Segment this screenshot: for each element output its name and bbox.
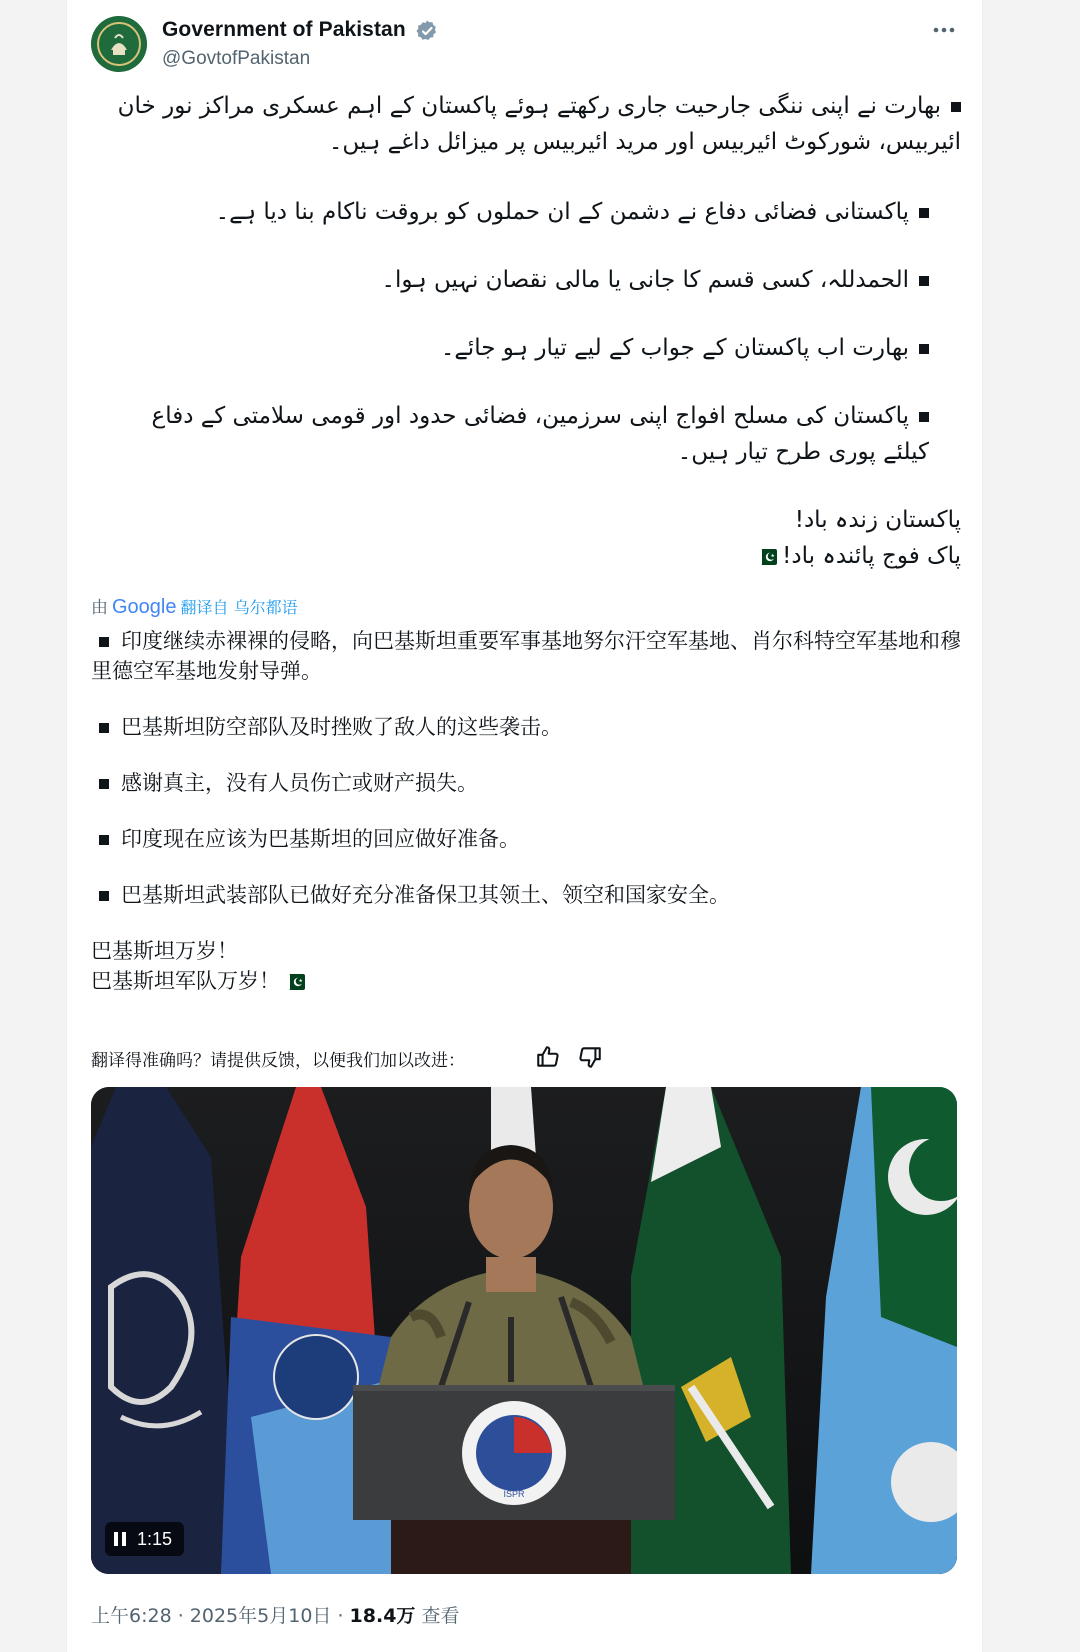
zh-closing-1: 巴基斯坦万岁！ (91, 939, 238, 963)
video-player[interactable] (91, 1087, 957, 1574)
video-duration: 1:15 (137, 1528, 173, 1549)
bullet-icon (919, 276, 929, 286)
tweet-meta (91, 1601, 459, 1628)
timestamp[interactable]: 上午6:28 · 2025年5月10日 · (91, 1605, 350, 1627)
pakistan-flag-icon (756, 546, 778, 568)
bullet-icon (99, 835, 109, 845)
verified-badge-icon (415, 19, 439, 43)
tweet-card (66, 0, 983, 1652)
bullet-icon (919, 412, 929, 422)
bullet-icon (919, 344, 929, 354)
podium-seal-text: ISPR (503, 1489, 525, 1499)
bullet-icon (99, 779, 109, 789)
urdu-bullet: بھارت نے اپنی ننگی جارحیت جاری رکھتے ہوئے پاکستان کے اہم عسکری مراکز نور خان ائیربیس، شورکوٹ ائیربیس اور مرید ائیربیس پر میزائل داغے ہیں۔ (117, 93, 961, 155)
zh-bullet: 印度继续赤裸裸的侵略，向巴基斯坦重要军事基地努尔汗空军基地、肖尔科特空军基地和穆里德空军基地发射导弹。 (91, 629, 961, 683)
urdu-bullet: بھارت اب پاکستان کے جواب کے لیے تیار ہو جائے۔ (440, 335, 909, 361)
bullet-icon (919, 208, 929, 218)
zh-bullet: 感谢真主，没有人员伤亡或财产损失。 (121, 771, 478, 795)
urdu-bullet: الحمدللہ، کسی قسم کا جانی یا مالی نقصان نہیں ہوا۔ (381, 267, 909, 293)
video-frame (91, 1087, 957, 1574)
urdu-bullet: پاکستان کی مسلح افواج اپنی سرزمین، فضائی حدود اور قومی سلامتی کے دفاع کیلئے پوری طرح تیار ہیں۔ (151, 403, 929, 465)
tweet-text-urdu (107, 88, 961, 574)
thumbs-down-icon[interactable] (577, 1044, 603, 1070)
views-label: 查看 (415, 1605, 460, 1627)
pause-icon[interactable] (113, 1531, 127, 1547)
tweet-text-translation (91, 626, 961, 996)
bullet-icon (99, 637, 109, 647)
bullet-icon (99, 723, 109, 733)
video-duration-badge[interactable] (105, 1522, 184, 1556)
zh-bullet: 巴基斯坦武装部队已做好充分准备保卫其领土、领空和国家安全。 (121, 883, 730, 907)
translated-by (91, 593, 298, 619)
handle[interactable]: @GovtofPakistan (162, 48, 311, 69)
view-count: 18.4万 (349, 1605, 416, 1627)
avatar[interactable] (91, 16, 147, 72)
google-logo: Google (112, 596, 177, 618)
urdu-bullet: پاکستانی فضائی دفاع نے دشمن کے ان حملوں کو بروقت ناکام بنا دیا ہے۔ (215, 199, 909, 225)
urdu-closing-1: پاکستان زندہ باد! (794, 507, 961, 533)
translate-source-link[interactable]: 翻译自 乌尔都语 (180, 598, 298, 617)
thumbs-up-icon[interactable] (535, 1044, 561, 1070)
display-name[interactable]: Government of Pakistan (162, 18, 406, 41)
zh-bullet: 印度现在应该为巴基斯坦的回应做好准备。 (121, 827, 520, 851)
bullet-icon (99, 891, 109, 901)
zh-bullet: 巴基斯坦防空部队及时挫败了敌人的这些袭击。 (121, 715, 562, 739)
translation-feedback-prompt: 翻译得准确吗？请提供反馈，以便我们加以改进： (91, 1051, 465, 1071)
pakistan-flag-icon (284, 971, 306, 993)
urdu-closing-2: پاک فوج پائندہ باد! (782, 543, 961, 569)
bullet-icon (951, 102, 961, 112)
zh-closing-2: 巴基斯坦军队万岁！ (91, 969, 280, 993)
more-icon[interactable] (927, 18, 961, 42)
translated-prefix: 由 (91, 598, 108, 618)
